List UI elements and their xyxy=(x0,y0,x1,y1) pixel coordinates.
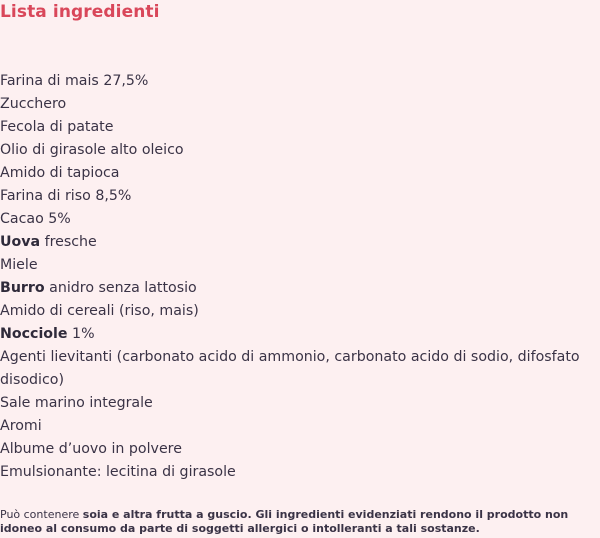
allergen-note xyxy=(0,508,598,536)
ingredient-item xyxy=(0,461,598,484)
ingredient-text: Amido di cereali (riso, mais) xyxy=(0,303,199,319)
ingredient-item xyxy=(0,139,598,162)
ingredient-item xyxy=(0,116,598,139)
ingredient-text: Agenti lievitanti (carbonato acido di ammonio, carbonato acido di sodio, difosfato disodico) xyxy=(0,349,580,388)
ingredients-list xyxy=(0,70,598,484)
ingredient-item xyxy=(0,392,598,415)
ingredient-text: 1% xyxy=(67,326,95,342)
ingredient-text: anidro senza lattosio xyxy=(44,280,197,296)
ingredient-text: Zucchero xyxy=(0,96,67,112)
ingredient-item xyxy=(0,185,598,208)
ingredient-text: Albume d’uovo in polvere xyxy=(0,441,182,457)
ingredient-item xyxy=(0,93,598,116)
ingredient-item xyxy=(0,208,598,231)
ingredient-item xyxy=(0,415,598,438)
ingredient-item xyxy=(0,277,598,300)
allergen-note-prefix: Può contenere xyxy=(0,508,83,521)
ingredient-item xyxy=(0,438,598,461)
ingredient-item xyxy=(0,162,598,185)
ingredient-text: Fecola di patate xyxy=(0,119,114,135)
page-title: Lista ingredienti xyxy=(0,2,160,22)
ingredient-item xyxy=(0,323,598,346)
ingredient-item xyxy=(0,231,598,254)
ingredient-text: Aromi xyxy=(0,418,42,434)
ingredient-item xyxy=(0,346,598,392)
ingredient-text: Farina di mais 27,5% xyxy=(0,73,149,89)
ingredient-item xyxy=(0,300,598,323)
ingredient-allergen: Uova xyxy=(0,234,41,250)
ingredient-allergen: Nocciole xyxy=(0,326,68,342)
ingredient-text: Sale marino integrale xyxy=(0,395,153,411)
ingredient-allergen: Burro xyxy=(0,280,45,296)
ingredient-text: Emulsionante: lecitina di girasole xyxy=(0,464,236,480)
ingredient-text: fresche xyxy=(40,234,97,250)
ingredient-item xyxy=(0,70,598,93)
ingredient-text: Farina di riso 8,5% xyxy=(0,188,132,204)
allergen-note-bold: soia e altra frutta a guscio. Gli ingredienti evidenziati rendono il prodotto non idoneo al consumo da parte di soggetti allergici o intolleranti a tali sostanze. xyxy=(0,508,569,535)
ingredient-text: Cacao 5% xyxy=(0,211,71,227)
ingredient-text: Amido di tapioca xyxy=(0,165,120,181)
ingredient-text: Miele xyxy=(0,257,38,273)
ingredient-text: Olio di girasole alto oleico xyxy=(0,142,184,158)
ingredient-item xyxy=(0,254,598,277)
